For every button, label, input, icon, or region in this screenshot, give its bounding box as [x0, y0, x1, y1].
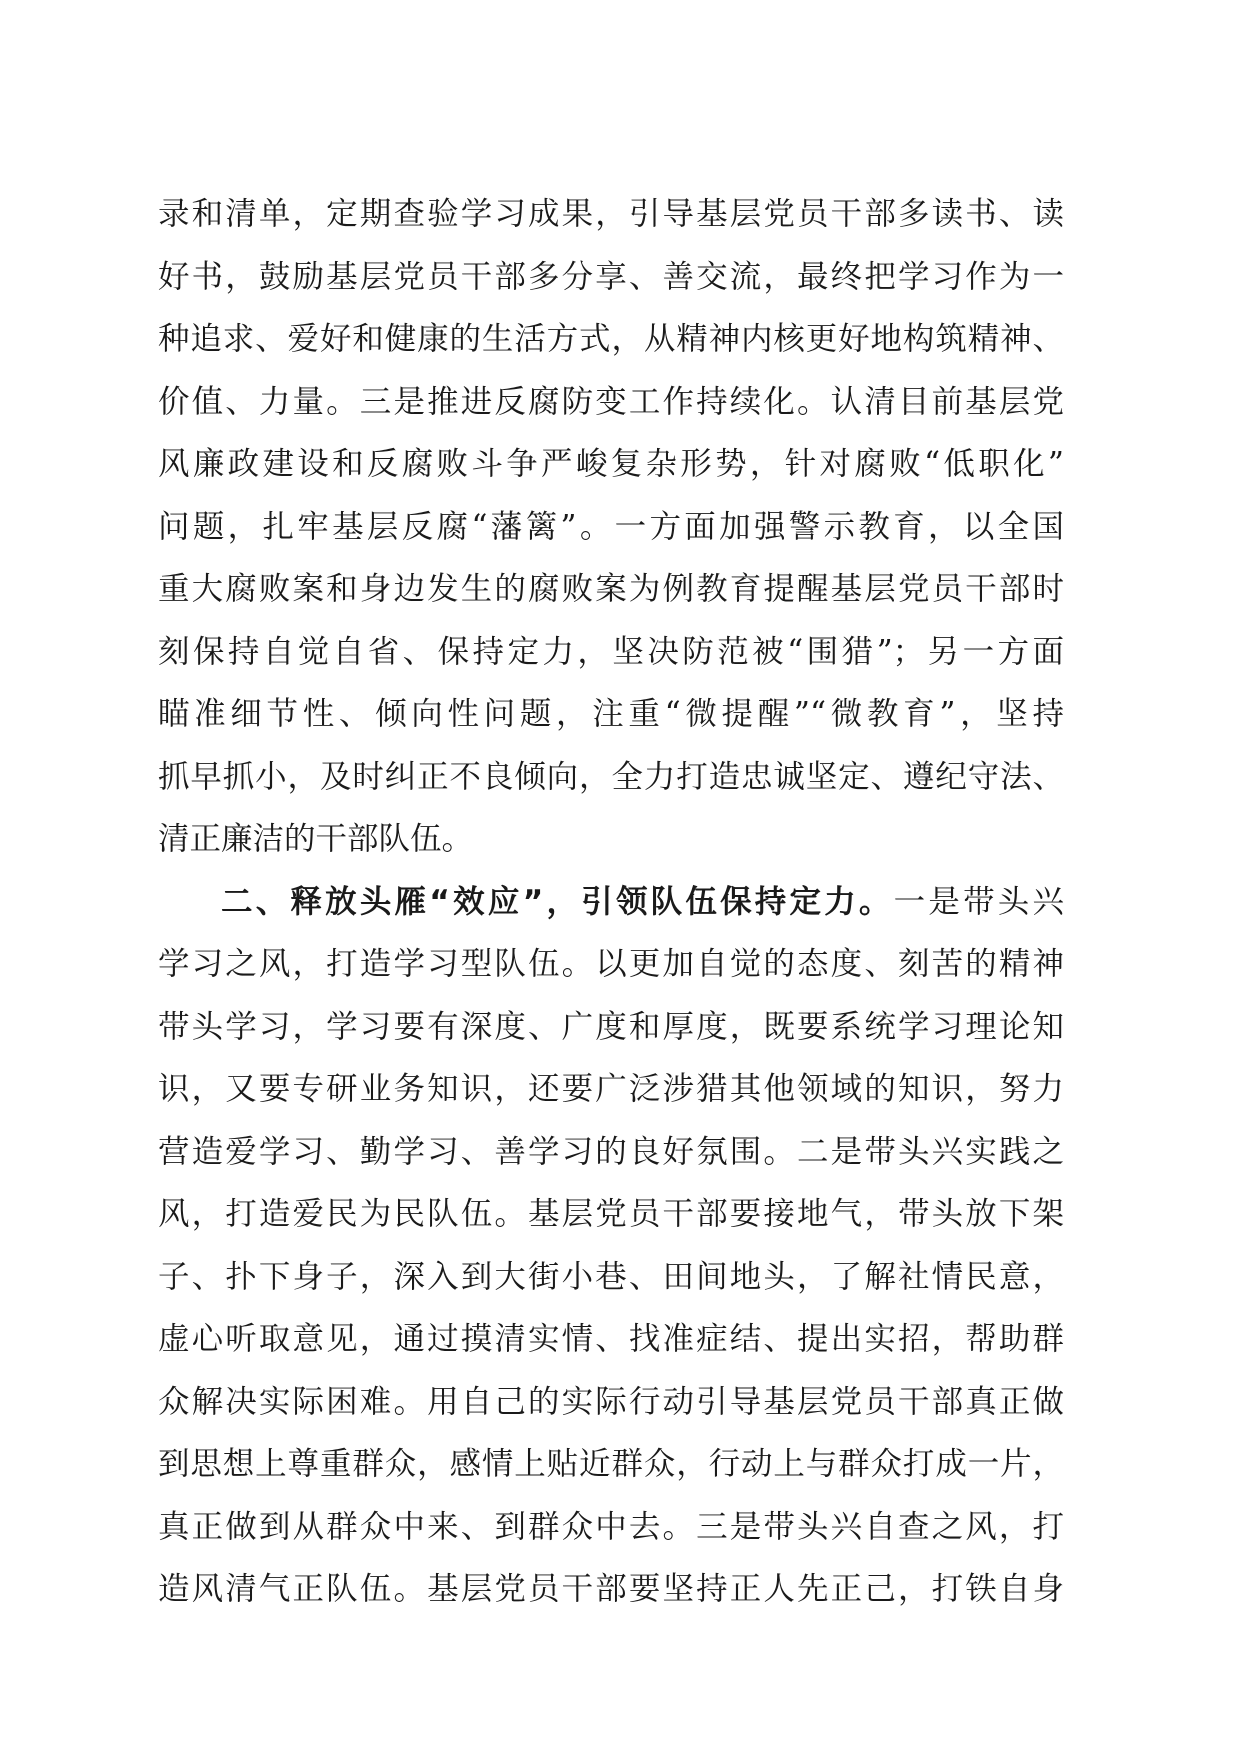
text-line: 种追求、爱好和健康的生活方式，从精神内核更好地构筑精神、	[158, 321, 1064, 357]
paragraph-2	[158, 871, 1064, 1621]
text-line: 识，又要专研业务知识，还要广泛涉猎其他领域的知识，努力	[158, 1071, 1064, 1107]
text-line: 到思想上尊重群众，感情上贴近群众，行动上与群众打成一片，	[158, 1446, 1064, 1482]
document-body	[158, 183, 1064, 1621]
paragraph-1	[158, 183, 1064, 871]
heading-line-rest: 一是带头兴	[893, 883, 1064, 920]
text-line: 带头学习，学习要有深度、广度和厚度，既要系统学习理论知	[158, 1008, 1064, 1045]
text-line: 价值、力量。三是推进反腐防变工作持续化。认清目前基层党	[158, 383, 1064, 420]
text-line: 清正廉洁的干部队伍。	[158, 821, 474, 857]
text-line: 刻保持自觉自省、保持定力，坚决防范被“围猎”；另一方面	[158, 633, 1064, 670]
text-line: 学习之风，打造学习型队伍。以更加自觉的态度、刻苦的精神	[158, 946, 1064, 982]
text-line: 好书，鼓励基层党员干部多分享、善交流，最终把学习作为一	[158, 258, 1064, 295]
text-line: 造风清气正队伍。基层党员干部要坚持正人先正己，打铁自身	[158, 1571, 1064, 1607]
text-line: 问题，扎牢基层反腐“藩篱”。一方面加强警示教育，以全国	[158, 508, 1064, 545]
text-line: 抓早抓小，及时纠正不良倾向，全力打造忠诚坚定、遵纪守法、	[158, 758, 1064, 795]
text-line: 录和清单，定期查验学习成果，引导基层党员干部多读书、读	[158, 196, 1064, 232]
text-line: 重大腐败案和身边发生的腐败案为例教育提醒基层党员干部时	[158, 571, 1064, 607]
text-line: 风廉政建设和反腐败斗争严峻复杂形势，针对腐败“低职化”	[158, 446, 1064, 482]
text-line: 风，打造爱民为民队伍。基层党员干部要接地气，带头放下架	[158, 1196, 1064, 1232]
text-line: 真正做到从群众中来、到群众中去。三是带头兴自查之风，打	[158, 1508, 1064, 1545]
text-line: 虚心听取意见，通过摸清实情、找准症结、提出实招，帮助群	[158, 1321, 1064, 1357]
section-heading: 二、释放头雁“效应”，引领队伍保持定力。	[221, 883, 894, 920]
text-line: 众解决实际困难。用自己的实际行动引导基层党员干部真正做	[158, 1383, 1064, 1420]
text-line: 瞄准细节性、倾向性问题，注重“微提醒”“微教育”，坚持	[158, 696, 1064, 732]
heading-line	[158, 871, 1064, 934]
text-line: 营造爱学习、勤学习、善学习的良好氛围。二是带头兴实践之	[158, 1133, 1064, 1170]
text-line: 子、扑下身子，深入到大街小巷、田间地头，了解社情民意，	[158, 1258, 1064, 1295]
